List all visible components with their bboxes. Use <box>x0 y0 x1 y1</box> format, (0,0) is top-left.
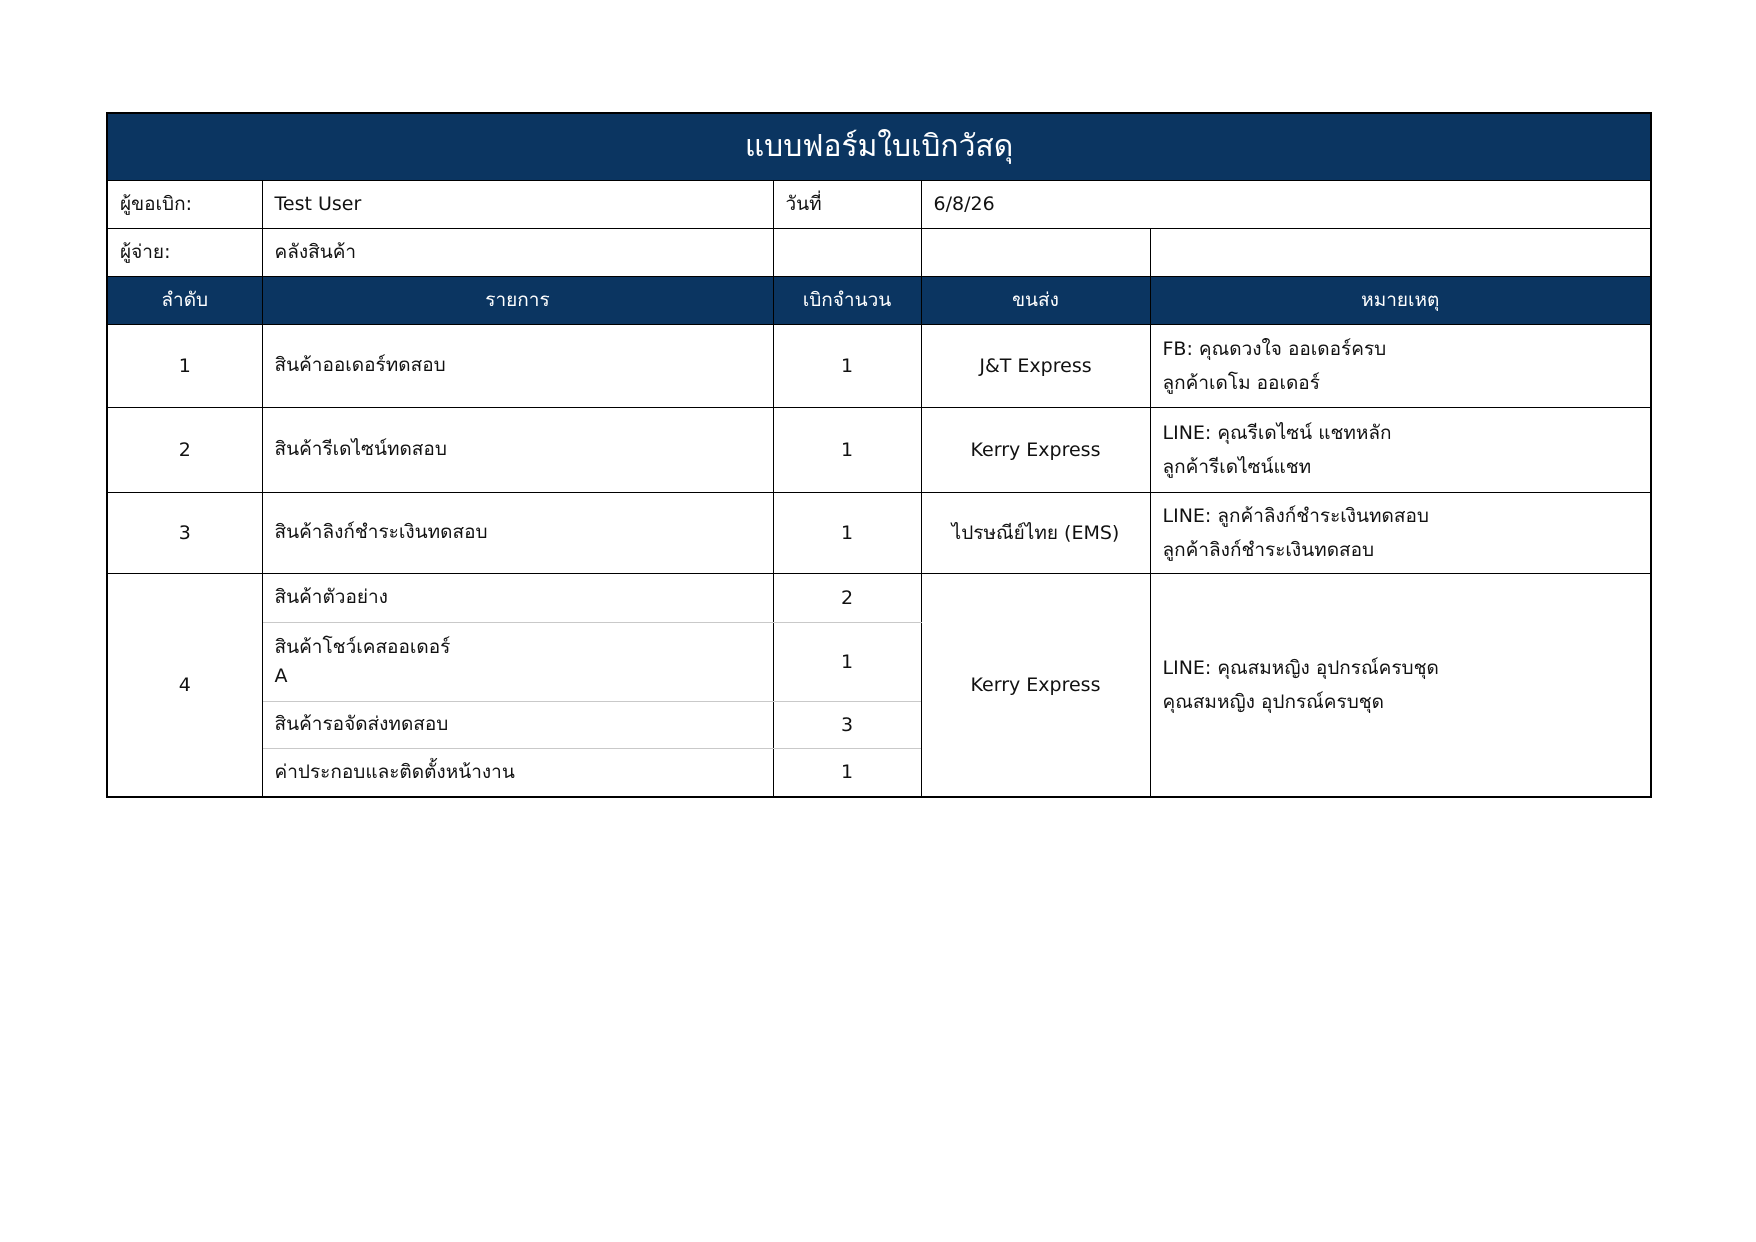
item-qty: 1 <box>773 492 921 573</box>
column-header-shipping: ขนส่ง <box>921 276 1150 324</box>
shipping-carrier: J&T Express <box>921 324 1150 407</box>
note-line: LINE: ลูกค้าลิงก์ชำระเงินทดสอบ <box>1162 504 1429 527</box>
shipping-carrier: Kerry Express <box>921 573 1150 797</box>
form-title: แบบฟอร์มใบเบิกวัสดุ <box>107 113 1651 180</box>
requisition-table <box>106 112 1652 798</box>
header-row <box>107 276 1651 324</box>
row-number: 4 <box>107 573 262 797</box>
note-line: ลูกค้าลิงก์ชำระเงินทดสอบ <box>1162 538 1375 561</box>
item-qty: 1 <box>773 622 921 701</box>
note-line: ลูกค้ารีเดไซน์แชท <box>1162 455 1312 478</box>
note-cell <box>1150 324 1651 407</box>
shipping-carrier: Kerry Express <box>921 407 1150 492</box>
column-header-no: ลำดับ <box>107 276 262 324</box>
table-row <box>107 492 1651 573</box>
note-line: LINE: คุณสมหญิง อุปกรณ์ครบชุด <box>1162 656 1439 679</box>
note-cell <box>1150 573 1651 797</box>
note-cell <box>1150 492 1651 573</box>
table-row <box>107 324 1651 407</box>
shipping-carrier: ไปรษณีย์ไทย (EMS) <box>921 492 1150 573</box>
item-qty: 1 <box>773 407 921 492</box>
empty-cell <box>773 228 921 276</box>
empty-cell <box>921 228 1150 276</box>
row-number: 3 <box>107 492 262 573</box>
item-qty: 3 <box>773 701 921 748</box>
requisition-form <box>106 112 1650 798</box>
item-qty: 1 <box>773 748 921 797</box>
note-cell <box>1150 407 1651 492</box>
issuer-label: ผู้จ่าย: <box>107 228 262 276</box>
item-name: ค่าประกอบและติดตั้งหน้างาน <box>262 748 773 797</box>
requester-label: ผู้ขอเบิก: <box>107 180 262 228</box>
item-name: สินค้ารอจัดส่งทดสอบ <box>262 701 773 748</box>
note-line: คุณสมหญิง อุปกรณ์ครบชุด <box>1162 690 1385 713</box>
note-line: ลูกค้าเดโม ออเดอร์ <box>1162 371 1320 394</box>
column-header-note: หมายเหตุ <box>1150 276 1651 324</box>
table-row <box>107 407 1651 492</box>
requester-value: Test User <box>262 180 773 228</box>
requester-row <box>107 180 1651 228</box>
note-line: FB: คุณดวงใจ ออเดอร์ครบ <box>1162 337 1387 360</box>
item-name: สินค้ารีเดไซน์ทดสอบ <box>262 407 773 492</box>
column-header-item: รายการ <box>262 276 773 324</box>
empty-cell <box>1150 228 1651 276</box>
item-name: สินค้าโชว์เคสออเดอร์ A <box>262 622 773 701</box>
row-number: 2 <box>107 407 262 492</box>
table-row <box>107 573 1651 622</box>
item-qty: 2 <box>773 573 921 622</box>
date-value: 6/8/26 <box>921 180 1651 228</box>
item-qty: 1 <box>773 324 921 407</box>
item-name: สินค้าออเดอร์ทดสอบ <box>262 324 773 407</box>
item-name: สินค้าตัวอย่าง <box>262 573 773 622</box>
note-line: LINE: คุณรีเดไซน์ แชทหลัก <box>1162 421 1392 444</box>
column-header-qty: เบิกจำนวน <box>773 276 921 324</box>
issuer-value: คลังสินค้า <box>262 228 773 276</box>
row-number: 1 <box>107 324 262 407</box>
item-name: สินค้าลิงก์ชำระเงินทดสอบ <box>262 492 773 573</box>
date-label: วันที่ <box>773 180 921 228</box>
title-row <box>107 113 1651 180</box>
issuer-row <box>107 228 1651 276</box>
